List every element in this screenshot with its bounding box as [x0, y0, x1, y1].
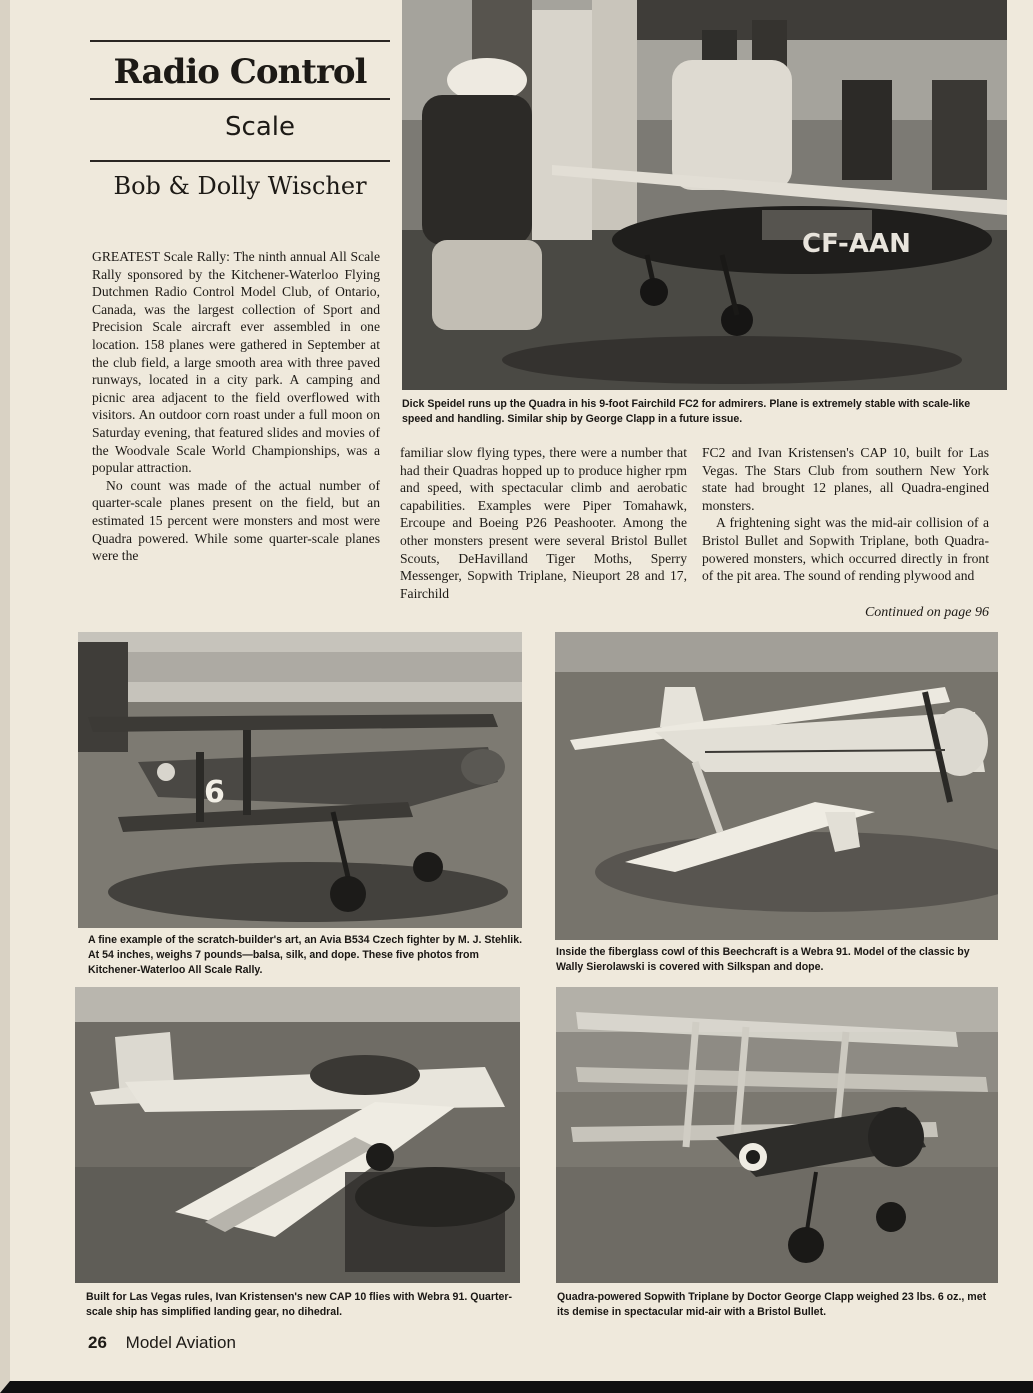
caption-cap10: Built for Las Vegas rules, Ivan Kristensen's new CAP 10 flies with Webra 91. Quarter-scale ship has simplified landing gear, no dihedral.	[86, 1291, 513, 1318]
column-title: Radio Control	[113, 52, 367, 92]
magazine-name: Model Aviation	[125, 1333, 236, 1352]
caption-beechcraft: Inside the fiberglass cowl of this Beechcraft is a Webra 91. Model of the classic by Wally Sierolawski is covered with Silkspan and dope.	[556, 946, 970, 973]
paragraph: familiar slow flying types, there were a number that had their Quadras hopped up to produce higher rpm and speed, with spectacular climb and aerobatic capabilities. Examples were Piper Tomahawk, Ercoupe and Boeing P26 Peashooter. Among the other monsters present were several Bristol Bullet Scouts, DeHavilland Tiger Moths, Sperry Messenger, Sopwith Triplane, Nieuport 28 and 17, Fairchild	[400, 445, 687, 601]
photo-beechcraft	[555, 632, 998, 940]
page-footer	[88, 1333, 236, 1353]
page-number: 26	[88, 1333, 107, 1352]
photo-fairchild	[402, 0, 1007, 390]
photo-cap10-illustration	[75, 987, 520, 1283]
byline: Bob & Dolly Wischer	[113, 172, 367, 200]
caption-avia: A fine example of the scratch-builder's art, an Avia B534 Czech fighter by M. J. Stehlik. At 54 inches, weighs 7 pounds—balsa, silk, and dope. These five photos from Kitchener-Waterloo All Scale Rally.	[88, 934, 523, 976]
aircraft-registration: CF-AAN	[802, 229, 911, 259]
photo-beechcraft-illustration	[555, 632, 998, 940]
column-subtitle: Scale	[225, 112, 295, 142]
continued-note: Continued on page 96	[864, 605, 989, 620]
photo-cap10	[75, 987, 520, 1283]
aircraft-number: 6	[204, 775, 225, 810]
paragraph: GREATEST Scale Rally: The ninth annual All Scale Rally sponsored by the Kitchener-Waterloo Flying Dutchmen Radio Control Model Club, of Ontario, Canada, was the largest collection of Sport and Precision Scale aircraft ever assembled in one location. 158 planes were gathered in September at the club field, a large smooth area with three paved runways, located in a city park. A camping and picnic area adjacent to the field overflowed with visitors. An outdoor corn roast under a full moon on Saturday evening, that featured slides and movies of the Woodvale Scale World Championships, was a popular attraction.	[92, 249, 380, 476]
header-rule	[90, 98, 390, 100]
paragraph: No count was made of the actual number of quarter-scale planes present on the field, but an estimated 15 percent were monsters and most were Quadra powered. While some quarter-scale planes were the	[92, 477, 380, 564]
paragraph: A frightening sight was the mid-air collision of a Bristol Bullet and Sopwith Triplane, both Quadra-powered monsters, which occurred directly in front of the pit area. The sound of rending plywood and	[702, 515, 989, 584]
caption-fairchild: Dick Speidel runs up the Quadra in his 9-foot Fairchild FC2 for admirers. Plane is extremely stable with scale-like speed and handling. Similar ship by George Clapp in a future issue.	[402, 398, 971, 425]
header-rule	[90, 160, 390, 162]
article-column-3	[702, 444, 989, 585]
photo-fairchild-illustration	[402, 0, 1007, 390]
photo-avia	[78, 632, 522, 928]
article-header	[90, 40, 390, 200]
photo-sopwith	[556, 987, 998, 1283]
caption-sopwith: Quadra-powered Sopwith Triplane by Doctor George Clapp weighed 23 lbs. 6 oz., met its demise in spectacular mid-air with a Bristol Bullet.	[557, 1291, 987, 1318]
photo-avia-illustration	[78, 632, 522, 928]
article-column-1	[92, 248, 380, 565]
header-rule	[90, 40, 390, 42]
paragraph: FC2 and Ivan Kristensen's CAP 10, built for Las Vegas. The Stars Club from southern New York state had brought 12 planes, all Quadra-engined monsters.	[702, 445, 989, 513]
photo-sopwith-illustration	[556, 987, 998, 1283]
article-column-2	[400, 444, 687, 602]
